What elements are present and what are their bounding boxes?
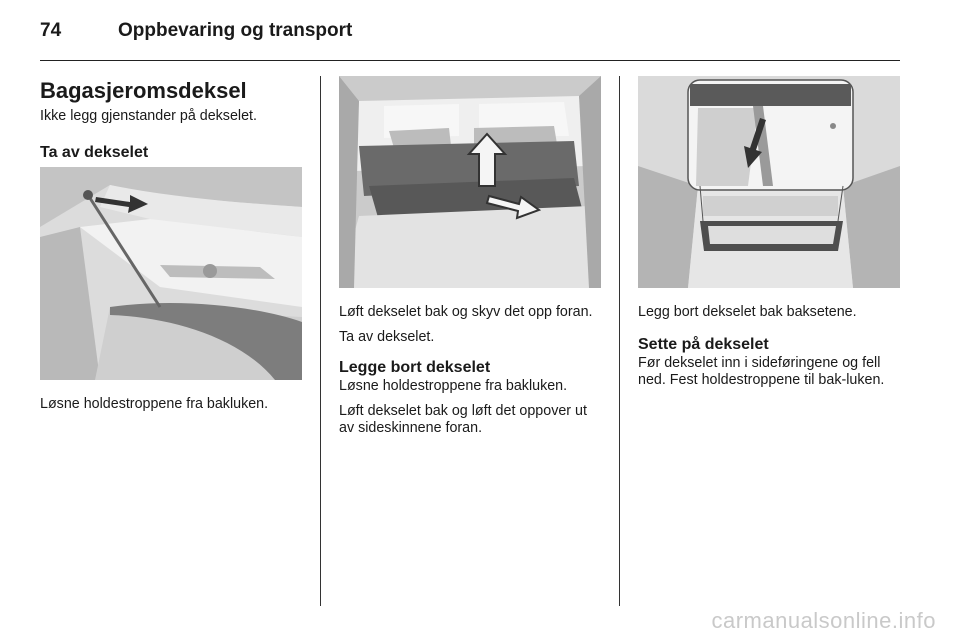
step-release-straps: Løsne holdestroppene fra bakluken. (339, 378, 568, 394)
figure-store-cover (638, 76, 900, 288)
trunk-cover-illustration (339, 76, 601, 288)
column-1 (40, 72, 305, 163)
page-number: 74 (40, 20, 62, 41)
chapter-title: Oppbevaring og transport (118, 20, 353, 41)
subsection-title-store: Legge bort dekselet (339, 359, 491, 376)
figure-lift-cover (339, 76, 601, 288)
figure-caption-release-straps: Løsne holdestroppene fra bakluken. (40, 396, 269, 412)
step-lift-cover: Løft dekselet bak og skyv det opp foran. (339, 304, 593, 320)
install-instructions: Før dekselet inn i sideføringene og fell ned. Fest holdestroppene til bak-luken. (638, 355, 885, 388)
subsection-title-remove: Ta av dekselet (40, 144, 149, 161)
watermark: carmanualsonline.info (711, 608, 936, 633)
figure-release-straps (40, 167, 302, 380)
header-rule (40, 60, 900, 61)
intro-text: Ikke legg gjenstander på dekselet. (40, 108, 257, 124)
page-header (40, 20, 352, 50)
column-1-caption-block (40, 396, 305, 413)
subsection-title-install: Sette på dekselet (638, 336, 769, 353)
column-divider-1 (320, 76, 321, 606)
rear-seat-storage-illustration (638, 76, 900, 288)
column-divider-2 (619, 76, 620, 606)
figure-caption-store-cover: Legg bort dekselet bak baksetene. (638, 304, 857, 320)
step-lift-out: Løft dekselet bak og løft det oppover ut av sideskinnene foran. (339, 403, 587, 436)
step-remove-cover: Ta av dekselet. (339, 329, 435, 345)
tailgate-illustration (40, 167, 302, 380)
column-3-text (638, 304, 900, 389)
section-title: Bagasjeromsdeksel (40, 78, 247, 103)
column-2-text (339, 304, 604, 437)
